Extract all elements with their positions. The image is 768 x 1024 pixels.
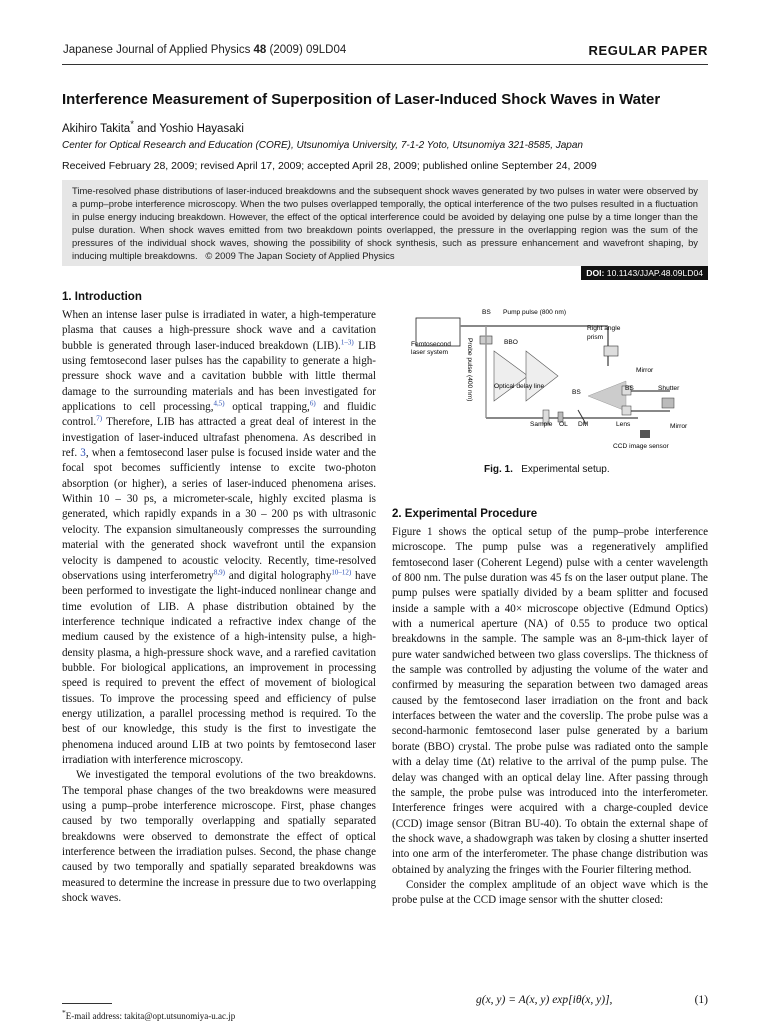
abstract-text: Time-resolved phase distributions of laser-induced breakdowns and the subsequent shock waves generated by two pulses in water were observed by a pump–probe interference microscopy. When the two pulses overlapped temporally, the optical interference of the two pulses resulted in a fluctuation in pulse energy inducing breakdown. However, the effect of the optical interference could be avoided by delaying one pulse by a time longer than the pulse duration. When shock waves emitted from two breakdown points overlapped, the pressure in the overlapping region was the sum of the pressures of the individual shock waves, showing the possibility of shock synthesis, such as pressure enhancement and wavefront shaping, by inducing multiple breakdowns. [72,185,698,262]
beam-splitter [622,406,631,415]
prism-label-1: Right angle [587,325,621,332]
procedure-paragraph-2: Consider the complex amplitude of an object wave which is the probe pulse at the CCD image sensor with the shutter closed: [392,878,708,907]
equation-number: (1) [694,994,708,1006]
bs-top-label: BS [482,309,491,316]
probe-label: Probe pulse (400 nm) [466,338,473,402]
intro-paragraph-1 [62,308,376,768]
doi-label: DOI: [586,268,605,278]
citation-link[interactable]: 1–3) [340,338,354,346]
intro-text-d: and fluidic control. [62,401,376,429]
delay-label: Optical delay line [494,383,545,390]
abstract [62,180,708,266]
ccd-label: CCD image sensor [613,443,669,450]
intro-text-c: optical trapping, [224,401,310,414]
footnote [62,1008,235,1021]
journal-volume: 48 [253,44,267,56]
figure-caption-text: Experimental setup. [521,464,610,475]
footnote-rule [62,1003,112,1004]
header-rule [62,64,708,65]
bs-mid-label: BS [572,389,581,396]
delay-prism [526,351,558,401]
figure-caption [484,464,610,475]
prism-label-2: prism [587,334,604,341]
ccd-sensor [640,430,650,438]
copyright: © 2009 The Japan Society of Applied Physics [205,250,395,262]
journal-header [63,44,346,56]
sample-label: Sample [530,421,553,428]
mirror-right-label: Mirror [636,367,654,374]
ol-label: OL [559,421,568,428]
journal-year-article: (2009) 09LD04 [269,44,347,56]
right-column [392,525,708,909]
doi-value[interactable]: 10.1143/JJAP.48.09LD04 [606,268,703,278]
section-heading-introduction: 1. Introduction [62,291,142,303]
intro-text-a: When an intense laser pulse is irradiated in water, a high-temperature plasma that causes a high-pressure shock wave and a cavitation bubble is generated through laser-induced breakdown (LIB). [62,309,376,352]
citation-link[interactable]: 4,5) [213,399,225,408]
shutter-label: Shutter [658,385,680,392]
citation-link[interactable]: 10–12) [331,568,352,577]
lens-label: Lens [616,421,631,428]
beam-cone [588,381,626,411]
author-1: Akihiro Takita [62,122,131,135]
reference-link[interactable]: 3 [80,447,86,460]
doi-badge[interactable] [581,266,708,280]
femto-label-1: Femtosecond [411,341,451,348]
author-2: Yoshio Hayasaki [159,122,244,135]
procedure-paragraph-1: Figure 1 shows the optical setup of the pump–probe interference microscope. The pump pulse was a regeneratively amplified femtosecond laser (Coherent Legend) pulse with a center wavelength of 800 nm. The pulse duration was 45 fs on the laser output plane. The pump pulses were spatially divided by a beam splitter and focused inside a sample with a 40× microscope objective (Edmund Optics) with a numerical aperture (NA) of 0.55 to produce two optical breakdowns in the sample. The sample was an 8-µm-thick layer of pure water sandwiched between two glass coverslips. The thickness of the sample was controlled by adjusting the volume of the water and confirmed by measuring the separation between two damaged areas caused by the femtosecond laser irradiation on the front and back interfaces between the water and the coverslip. The probe pulse was a second-harmonic femtosecond laser pulse generated by a barium borate (BBO) crystal. The probe pulse was radiated onto the sample with a delay time (Δt) relative to the arrival of the pump pulse. The delay was changed with an optical delay line. After passing through the sample, the probe pulse was introduced into the interferometer. Interference fringes were acquired with a charge-coupled device (CCD) image sensor (Bitran BU-40). To obtain the external shape of the shock wave, a shadowgraph was taken by closing a shutter inserted into one arm of the interferometer. The phase change distribution was obtained by analyzing the fringes with the Fourier filtering method. [392,526,708,876]
journal-name: Japanese Journal of Applied Physics [63,44,251,56]
footnote-marker: * [62,1008,66,1017]
pump-label: Pump pulse (800 nm) [503,309,567,316]
authors [62,119,244,135]
paper-type: REGULAR PAPER [588,43,708,58]
intro-text-b: LIB using femtosecond laser pulses has the capability to generate a high-pressure shock wave and a cavitation bubble with little thermal damage to the surrounding materials and has been investigated for applications to cell processing, [62,339,376,414]
citation-link[interactable]: 6) [309,399,316,408]
equation-text: g(x, y) = A(x, y) exp[iθ(x, y)], [476,994,613,1006]
figure-caption-label: Fig. 1. [484,464,513,475]
citation-link[interactable]: 8,9) [213,568,225,577]
delay-prism [494,351,528,401]
paper-title: Interference Measurement of Superposition of Laser-Induced Shock Waves in Water [62,91,661,108]
femto-label-2: laser system [411,349,449,356]
equation-1 [476,994,708,1006]
dm-label: DM [578,421,589,428]
section-heading-procedure: 2. Experimental Procedure [392,508,538,520]
affiliation: Center for Optical Research and Education (CORE), Utsunomiya University, 7-1-2 Yoto, Utsunomiya 321-8585, Japan [62,140,583,151]
intro-paragraph-2: We investigated the temporal evolutions of the two breakdowns. The temporal phase changes of the two breakdowns were measured using a pump–probe interference microscope. First, phase changes caused by two temporally overlapping and spatially separated breakdowns were observed to demonstrate the effect of optical interference between the irradiation pulses. Second, the phase change caused by two temporally and spatially separated breakdowns was measured to determine the increase in pressure due to two overlapping shock waves. [62,769,376,905]
right-angle-prism [604,346,618,356]
intro-text-f: , when a femtosecond laser pulse is focused inside water and the focal spot becomes sufficiently intense to excite two-photon absorption (or higher), a series of laser-induced phenomena arises. Within 10 – 30 ps, a micrometer-scale, highly excited plasma is generated, which rapidly expands in a 30 – 200 ps with ultrasonic velocity. The expansion simultaneously compresses the surrounding material with the generated shock wavefront until the expansion velocity is dampened to acoustic velocity. Recently, time-resolved observations using interferometry [62,447,376,582]
left-column [62,308,376,906]
mirror-bottom-label: Mirror [670,423,688,430]
authors-and: and [133,122,160,135]
footnote-email[interactable]: E-mail address: takita@opt.utsunomiya-u.ac.jp [65,1011,236,1021]
figure-experimental-setup [408,306,708,456]
shutter [662,398,674,408]
intro-text-h: have been performed to investigate the light-induced nonlinear change and time evolution of LIB. A phase distribution obtained by the interference technique indicated a refractive index change of the medium caused by the existence of a high-intensity pulse, a high-density plasma, a high-pressure shock wave, and a rarefied cavitation bubble. For biological applications, an improvement in processing speed is required to prevent the effect of movement of biological tissues. To improve the processing speed and efficiency of pulse energy utilization, a parallel processing method is required. To the best of our knowledge, this study is the first to investigate the phenomena induced around LIB at two points by femtosecond laser irradiation with interference microscopy. [62,569,376,766]
citation-link[interactable]: 7) [96,414,103,423]
bbo-label: BBO [504,339,518,346]
intro-text-e: Therefore, LIB has attracted a great deal of interest in the investigation of laser-induced ultrafast phenomena. As described in ref. [62,416,376,460]
bs-right-label: BS [625,385,634,392]
publication-dates: Received February 28, 2009; revised April 17, 2009; accepted April 28, 2009; published online September 24, 2009 [62,160,597,172]
author-marker: * [130,119,134,130]
intro-text-g: and digital holography [224,569,332,582]
